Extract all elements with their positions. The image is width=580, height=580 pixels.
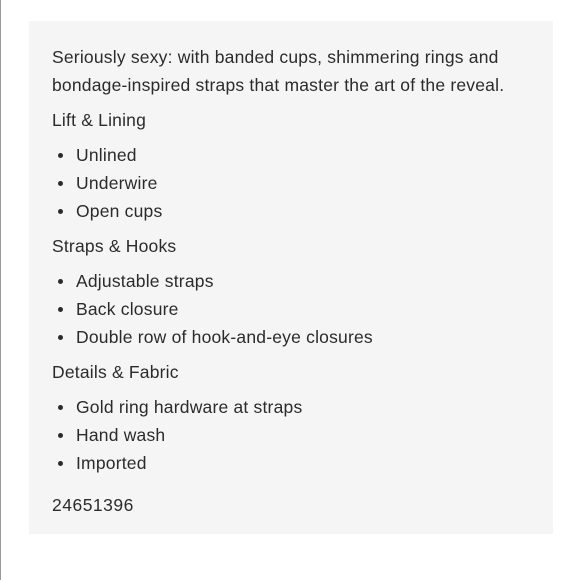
bullet-icon <box>58 335 63 340</box>
bullet-icon <box>58 279 63 284</box>
list-item <box>52 323 535 351</box>
section-title-lift-lining: Lift & Lining <box>52 110 147 130</box>
section-title-straps-hooks: Straps & Hooks <box>52 236 177 256</box>
list-item <box>52 449 535 477</box>
bullet-icon <box>58 433 63 438</box>
list-straps-hooks <box>52 267 535 351</box>
list-item-label: Back closure <box>76 299 179 319</box>
list-lift-lining <box>52 141 535 225</box>
list-item-label: Adjustable straps <box>76 271 214 291</box>
list-item-label: Double row of hook-and-eye closures <box>76 327 373 347</box>
list-details-fabric <box>52 393 535 477</box>
product-description: Seriously sexy: with banded cups, shimmering rings and bondage-inspired straps that master the art of the reveal. <box>52 47 505 95</box>
list-item-label: Open cups <box>76 201 163 221</box>
list-item <box>52 393 535 421</box>
bullet-icon <box>58 153 63 158</box>
bullet-icon <box>58 181 63 186</box>
list-item <box>52 197 535 225</box>
list-item-label: Imported <box>76 453 147 473</box>
bullet-icon <box>58 405 63 410</box>
list-item <box>52 295 535 323</box>
product-details-panel <box>29 21 553 534</box>
list-item-label: Hand wash <box>76 425 166 445</box>
product-sku: 24651396 <box>52 495 134 515</box>
list-item <box>52 267 535 295</box>
list-item <box>52 421 535 449</box>
bullet-icon <box>58 307 63 312</box>
bullet-icon <box>58 209 63 214</box>
list-item <box>52 141 535 169</box>
section-title-details-fabric: Details & Fabric <box>52 362 179 382</box>
list-item-label: Underwire <box>76 173 158 193</box>
bullet-icon <box>58 461 63 466</box>
list-item-label: Gold ring hardware at straps <box>76 397 303 417</box>
list-item-label: Unlined <box>76 145 137 165</box>
list-item <box>52 169 535 197</box>
